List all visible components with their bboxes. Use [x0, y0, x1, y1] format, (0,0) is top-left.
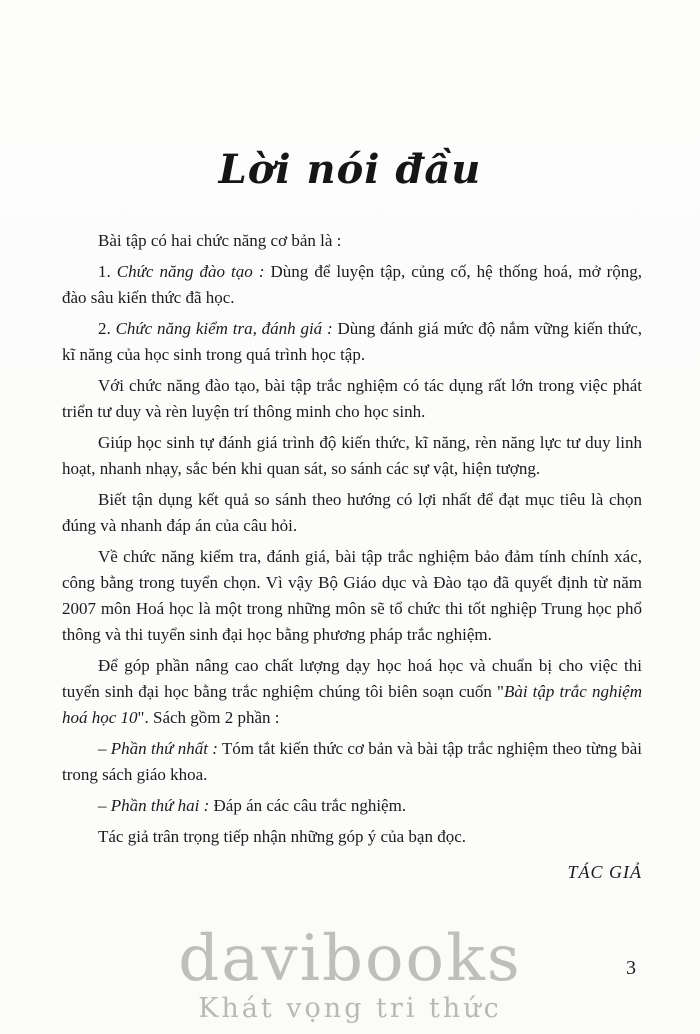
- paragraph: [62, 793, 642, 819]
- italic-text-run: Phần thứ nhất :: [110, 739, 218, 758]
- page-number: 3: [626, 957, 636, 979]
- paragraph: [62, 373, 642, 425]
- author-signature: TÁC GIẢ: [567, 862, 642, 882]
- watermark-brand: davibooks: [178, 921, 522, 996]
- paragraph: [62, 653, 642, 731]
- text-run: –: [98, 739, 111, 758]
- text-run: 1.: [98, 262, 117, 281]
- text-run: –: [98, 796, 111, 815]
- paragraph: [62, 430, 642, 482]
- text-run: Đáp án các câu trắc nghiệm.: [209, 796, 407, 815]
- paragraph: [62, 824, 642, 850]
- italic-text-run: Phần thứ hai :: [110, 796, 210, 815]
- paragraph: [62, 736, 642, 788]
- page-title: Lời nói đầu: [218, 146, 482, 193]
- text-run: Dùng đánh giá mức độ nắm vững kiến thức, kĩ năng của học sinh trong quá trình học tập.: [62, 319, 642, 364]
- italic-text-run: Chức năng đào tạo :: [116, 262, 265, 281]
- italic-text-run: Chức năng kiểm tra, đánh giá :: [115, 319, 333, 338]
- text-run: Biết tận dụng kết quả so sánh theo hướng có lợi nhất để đạt mục tiêu là chọn đúng và nhanh đáp án của câu hỏi.: [62, 490, 642, 535]
- paragraph: [62, 259, 642, 311]
- paragraph: [62, 228, 642, 254]
- paragraph: [62, 487, 642, 539]
- text-run: Bài tập có hai chức năng cơ bản là :: [98, 231, 342, 250]
- text-run: Giúp học sinh tự đánh giá trình độ kiến thức, kĩ năng, rèn năng lực tư duy linh hoạt, nhanh nhạy, sắc bén khi quan sát, so sánh các sự vật, hiện tượng.: [62, 433, 642, 478]
- text-run: Dùng để luyện tập, củng cố, hệ thống hoá, mở rộng, đào sâu kiến thức đã học.: [62, 262, 643, 307]
- text-run: Tác giả trân trọng tiếp nhận những góp ý của bạn đọc.: [98, 827, 466, 846]
- text-run: Về chức năng kiểm tra, đánh giá, bài tập trắc nghiệm bảo đảm tính chính xác, công bằng trong tuyển chọn. Vì vậy Bộ Giáo dục và Đào tạo đã quyết định từ năm 2007 môn Hoá học là một trong những môn sẽ tổ chức thi tốt nghiệp Trung học phổ thông và thi tuyển sinh đại học bằng phương pháp trắc nghiệm.: [62, 547, 642, 644]
- watermark-slogan: Khát vọng tri thức: [198, 992, 502, 1024]
- paragraph: [62, 544, 642, 648]
- watermark: [0, 921, 700, 1026]
- text-run: 2.: [98, 319, 116, 338]
- paragraph: [62, 316, 642, 368]
- text-run: Tóm tắt kiến thức cơ bản và bài tập trắc nghiệm theo từng bài trong sách giáo khoa.: [62, 739, 643, 784]
- italic-text-run: Bài tập trắc nghiệm hoá học 10: [62, 682, 642, 727]
- text-run: Để góp phần nâng cao chất lượng dạy học hoá học và chuẩn bị cho việc thi tuyển sinh đại học bằng trắc nghiệm chúng tôi biên soạn cuốn ": [62, 656, 642, 701]
- body-paragraphs: [62, 228, 642, 855]
- text-run: Với chức năng đào tạo, bài tập trắc nghiệm có tác dụng rất lớn trong việc phát triển tư duy và rèn luyện trí thông minh cho học sinh.: [62, 376, 642, 421]
- text-run: ". Sách gồm 2 phần :: [137, 708, 280, 727]
